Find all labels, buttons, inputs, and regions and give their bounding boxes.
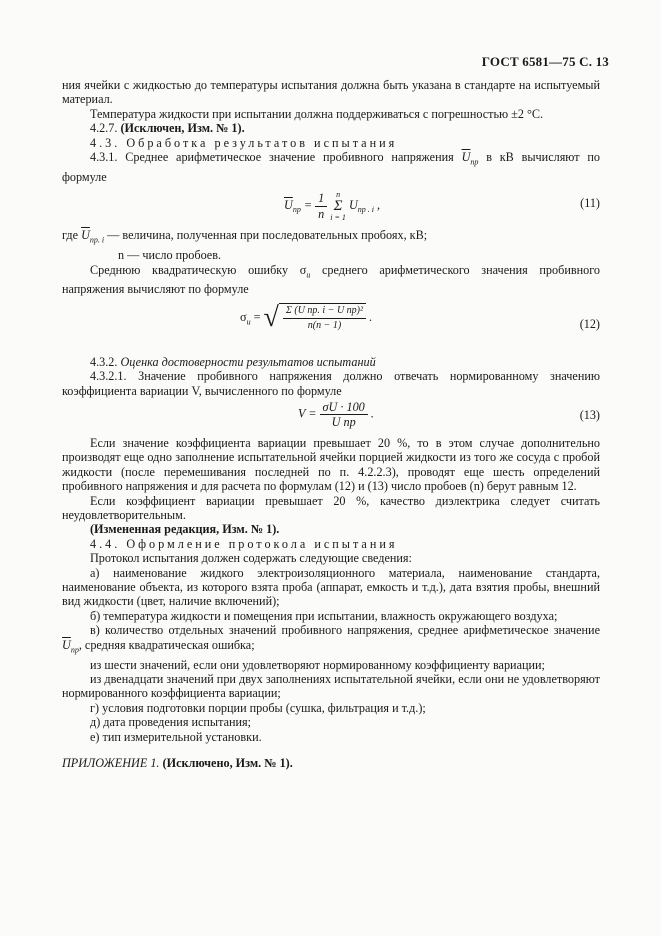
list-item: г) условия подготовки порции пробы (сушка, фильтрация и т.д.); — [90, 700, 426, 715]
paragraph: (Измененная редакция, Изм. № 1). — [90, 522, 280, 537]
list-item: из двенадцати значений при двух заполнениях испытательной ячейки, если они не удовлетворяют нормированного коэффициента вариации; — [62, 671, 600, 701]
formula-13: V = $\frac{\sigma U \cdot 100}{\text{U пр}}$ . (13) — [298, 400, 600, 430]
equation-number: (12) — [579, 316, 600, 331]
paragraph: Если коэффициент вариации превышает 20 %, качество диэлектрика следует считать неудовлетворительным. — [62, 493, 600, 523]
list-item: в) количество отдельных значений пробивного напряжения, среднее арифметическое значение $\overline{U}_{пр}$, средняя квадратическая ошибка; — [62, 623, 600, 655]
paragraph: 4.3.2.1. Значение пробивного напряжения должно отвечать нормированному значению коэффициента вариации V, вычисленного по формуле — [62, 369, 600, 398]
list-item: е) тип измерительной установки. — [90, 729, 262, 744]
list-item: а) наименование жидкого электроизоляционного материала, наименование стандарта, наименование объекта, из которого взята проба (аппарат, емкость и т.д.), дата взятия пробы, внешний вид жидкости (цвет, наличие включений); — [62, 565, 600, 609]
equation-number: (11) — [580, 196, 600, 211]
paragraph: 4.3.1. Среднее арифметическое значение пробивного напряжения $\overline{U}_{пр}$ в кВ вычисляют по формуле — [62, 150, 601, 184]
page-body — [62, 78, 600, 770]
list-item: б) температура жидкости и помещения при испытании, влажность окружающего воздуха; — [90, 608, 558, 623]
equation-number: (13) — [579, 408, 600, 422]
formula-12: $\sigma_u$ = √ $\frac{\text{Σ (U пр. i − U пр)²}}{n(n - 1)}$ . (12) — [240, 301, 600, 333]
paragraph: Среднюю квадратическую ошибку $\sigma_u$ среднего арифметического значения пробивного напряжения вычисляют по формуле — [62, 262, 600, 297]
paragraph: Протокол испытания должен содержать следующие сведения: — [90, 551, 412, 566]
paragraph: n — число пробоев. — [118, 248, 222, 263]
paragraph: 4.3.2. Оценка достоверности результатов испытаний — [90, 354, 376, 369]
section-heading: 4.4. Оформление протокола испытания — [90, 536, 398, 551]
page-header: ГОСТ 6581—75 С. 13 — [481, 54, 609, 69]
paragraph: Если значение коэффициента вариации превышает 20 %, то в этом случае дополнительно производят еще одно заполнение испытательной ячейки порцией жидкости из того же сосуда с пробой жидкости (после перемешивания последней по п. 4.2.2.3), проводят еще шесть определений пробивного напряжения и для расчета по формулам (12) и (13) число пробоев (n) берут равным 12. — [62, 436, 600, 494]
paragraph: Температура жидкости при испытании должна поддерживаться с погрешностью ±2 °С. — [90, 106, 544, 121]
list-item: д) дата проведения испытания; — [90, 715, 252, 730]
paragraph: где $\overline{U}_{пр. i}$ — величина, полученная при последовательных пробоях, кВ; — [62, 228, 428, 245]
paragraph: ния ячейки с жидкостью до температуры испытания должна быть указана в стандарте на испытуемый материал. — [62, 78, 600, 107]
appendix-note: ПРИЛОЖЕНИЕ 1. (Исключено, Изм. № 1). — [62, 755, 293, 770]
list-item: из шести значений, если они удовлетворяют нормированному коэффициенту вариации; — [90, 657, 545, 672]
formula-11: $\overline{U}_{пр}$ = $\frac{1}{n}$ n Σ i = 1 $U_{пр . i}$ , (11) — [284, 190, 600, 223]
paragraph: 4.2.7. (Исключен, Изм. № 1). — [90, 121, 245, 136]
section-heading: 4.3. Обработка результатов испытания — [90, 135, 398, 150]
